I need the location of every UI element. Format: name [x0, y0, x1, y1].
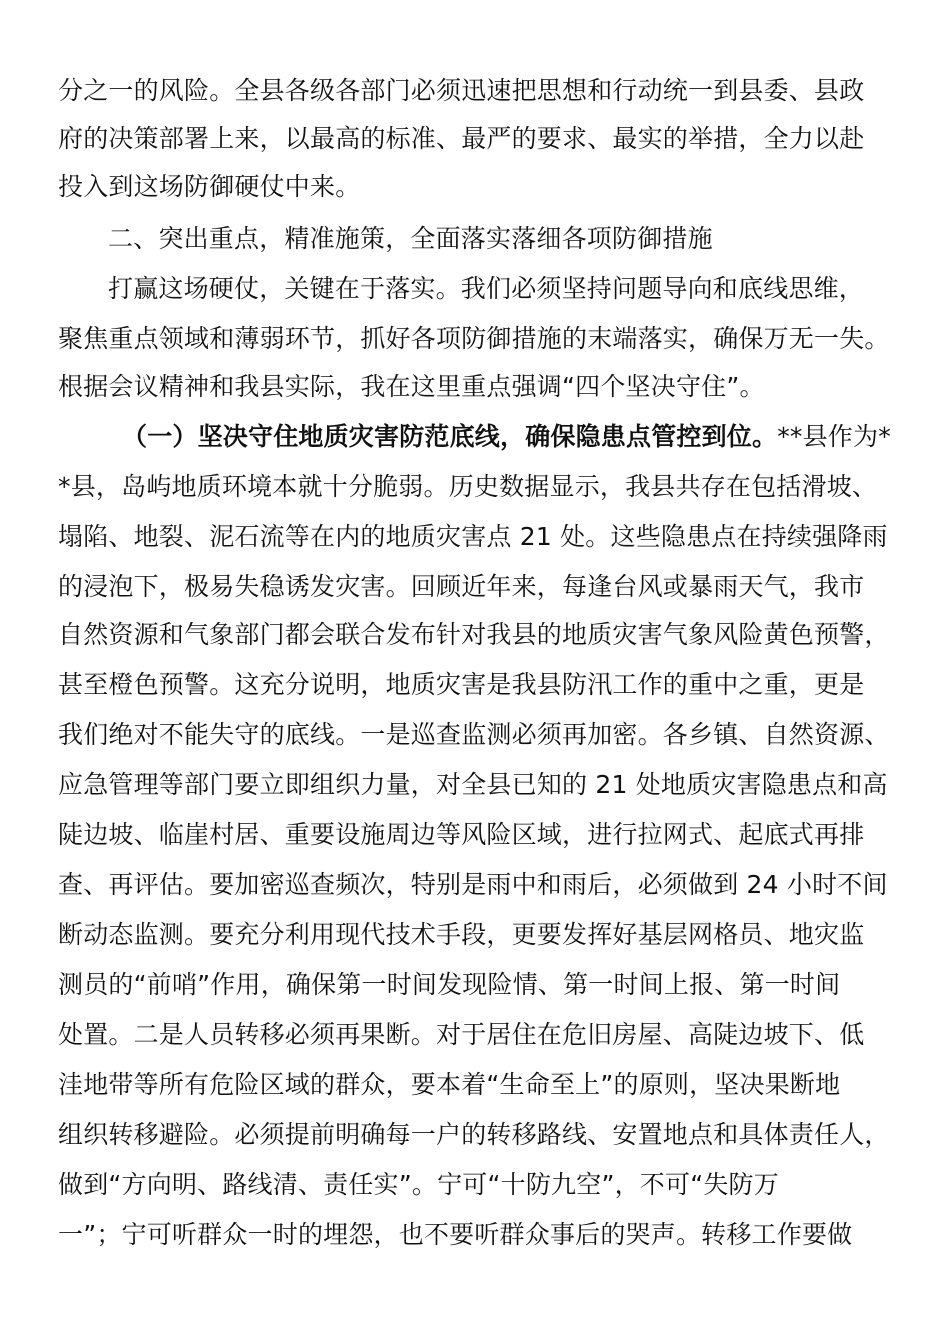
- paragraph-text: **县作为*: [777, 422, 891, 451]
- paragraph-line: 打赢这场硬仗，关键在于落实。我们必须坚持问题导向和底线思维，: [108, 274, 865, 303]
- paragraph-line: 根据会议精神和我县实际，我在这里重点强调“四个坚决守住”。: [58, 372, 765, 401]
- paragraph-line: 处置。二是人员转移必须再果断。对于居住在危旧房屋、高陡边坡下、低: [58, 1020, 865, 1049]
- paragraph-line: 塌陷、地裂、泥石流等在内的地质灾害点 21 处。这些隐患点在持续强降雨: [58, 522, 888, 551]
- paragraph-line: 断动态监测。要充分利用现代技术手段，更要发挥好基层网格员、地灾监: [58, 920, 865, 949]
- subsection-heading-line: [122, 412, 891, 462]
- paragraph-line: 甚至橙色预警。这充分说明，地质灾害是我县防汛工作的重中之重，更是: [58, 670, 865, 699]
- paragraph-line: 洼地带等所有危险区域的群众，要本着“生命至上”的原则，坚决果断地: [58, 1070, 841, 1099]
- paragraph-line: 投入到这场防御硬仗中来。: [58, 172, 361, 201]
- paragraph-line: 查、再评估。要加密巡查频次，特别是雨中和雨后，必须做到 24 小时不间: [58, 870, 888, 899]
- paragraph-line: 我们绝对不能失守的底线。一是巡查监测必须再加密。各乡镇、自然资源、: [58, 720, 890, 749]
- paragraph-line: 测员的“前哨”作用，确保第一时间发现险情、第一时间上报、第一时间: [58, 970, 841, 999]
- paragraph-line: 应急管理等部门要立即组织力量，对全县已知的 21 处地质灾害隐患点和高: [58, 770, 888, 799]
- section-heading: 二、突出重点，精准施策，全面落实落细各项防御措施: [108, 224, 713, 253]
- paragraph-line: *县，岛屿地质环境本就十分脆弱。历史数据显示，我县共存在包括滑坡、: [58, 472, 878, 501]
- subsection-heading: （一）坚决守住地质灾害防范底线，确保隐患点管控到位。: [122, 422, 778, 451]
- paragraph-line: 分之一的风险。全县各级各部门必须迅速把思想和行动统一到县委、县政: [58, 76, 865, 105]
- paragraph-line: 的浸泡下，极易失稳诱发灾害。回顾近年来，每逢台风或暴雨天气，我市: [58, 572, 865, 601]
- paragraph-line: 做到“方向明、路线清、责任实”。宁可“十防九空”，不可“失防万: [58, 1170, 779, 1199]
- paragraph-line: 陡边坡、临崖村居、重要设施周边等风险区域，进行拉网式、起底式再排: [58, 820, 865, 849]
- paragraph-line: 聚焦重点领域和薄弱环节，抓好各项防御措施的末端落实，确保万无一失。: [58, 324, 890, 353]
- paragraph-line: 组织转移避险。必须提前明确每一户的转移路线、安置地点和具体责任人，: [58, 1120, 890, 1149]
- paragraph-line: 一”；宁可听群众一时的埋怨，也不要听群众事后的哭声。转移工作要做: [58, 1220, 853, 1249]
- paragraph-line: 自然资源和气象部门都会联合发布针对我县的地质灾害气象风险黄色预警，: [58, 620, 890, 649]
- paragraph-line: 府的决策部署上来，以最高的标准、最严的要求、最实的举措，全力以赴: [58, 124, 865, 153]
